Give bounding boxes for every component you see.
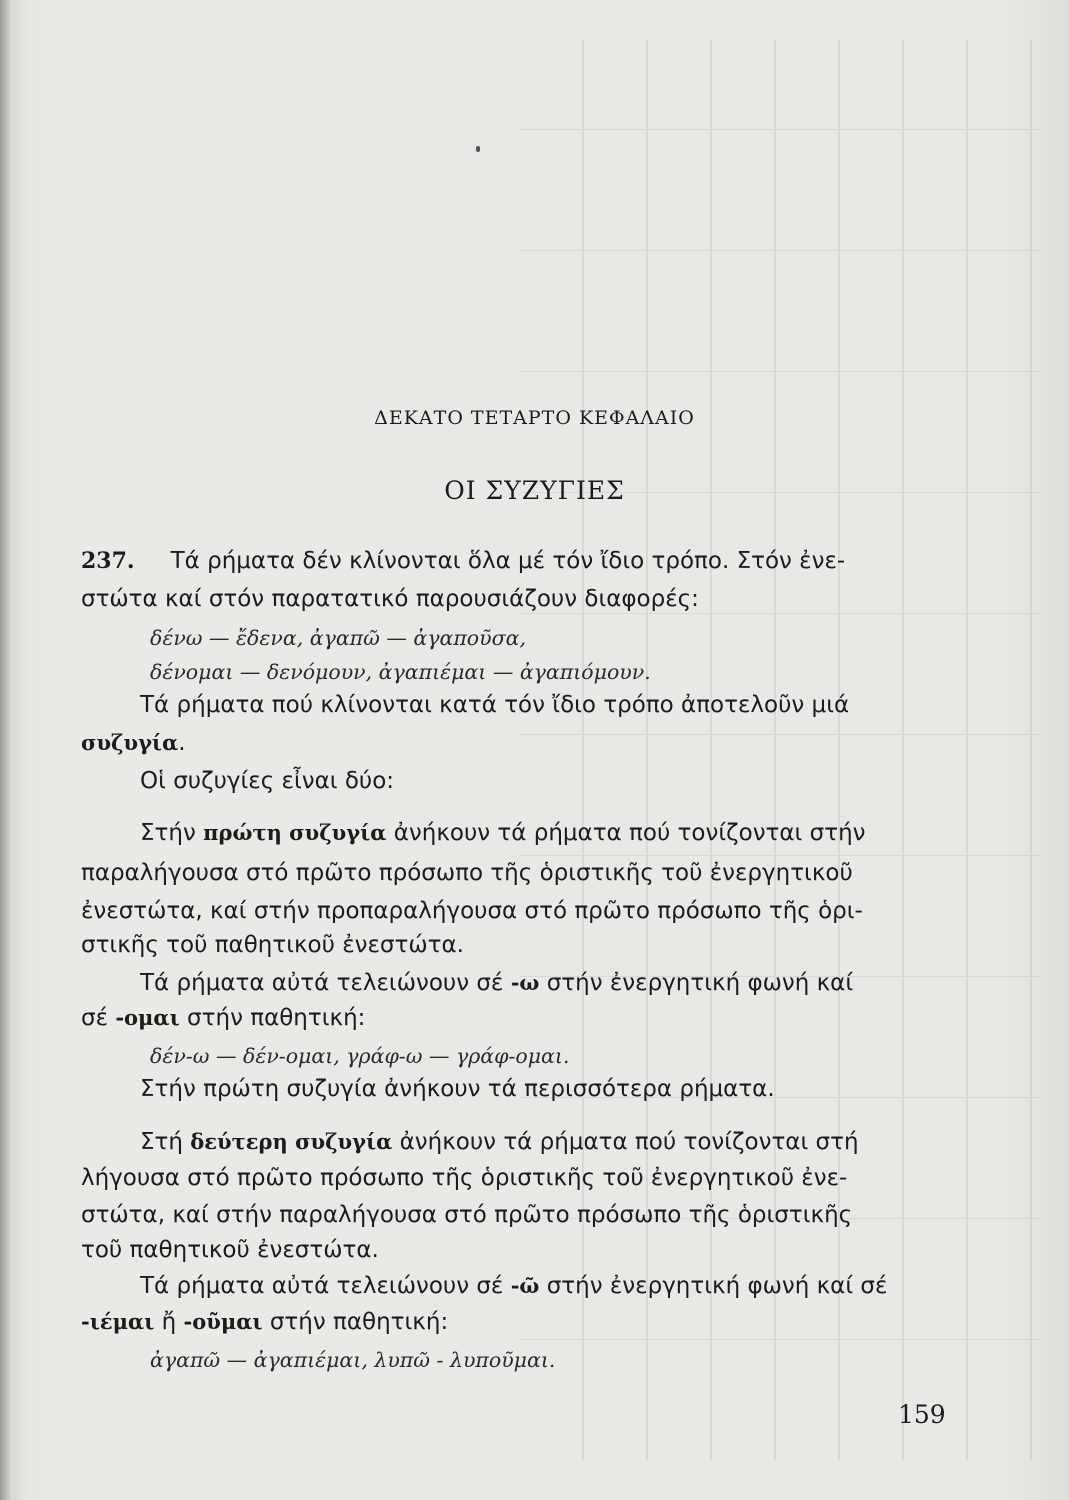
ending-omega-circumflex: -ῶ [510, 1273, 540, 1298]
page-number: 159 [898, 1400, 946, 1429]
text-line-13: Στή δεύτερη συζυγία ἀνήκουν τά ρήματα πού τονίζονται στή [140, 1129, 859, 1155]
section-title: ΟΙ ΣΥΖΥΓΙΕΣ [444, 476, 625, 505]
text-line-16: τοῦ παθητικοῦ ἐνεστώτα. [81, 1237, 379, 1263]
page-gutter-shadow [0, 0, 10, 1500]
ending-omai: -ομαι [115, 1005, 180, 1030]
ending-iemai: -ιέμαι [81, 1309, 155, 1334]
text-line-1: 237. Τά ρήματα δέν κλίνονται ὅλα μέ τόν ἴδιο τρόπο. Στόν ἐνε- [81, 548, 846, 574]
text-line-6: Στήν πρώτη συζυγία ἀνήκουν τά ρήματα πού τονίζονται στήν [140, 820, 866, 846]
term-second-conjugation: δεύτερη συζυγία [190, 1129, 393, 1154]
example-line-3: δέν-ω — δέν-ομαι, γράφ-ω — γράφ-ομαι. [150, 1044, 570, 1068]
text-line-17: Τά ρήματα αὐτά τελειώνουν σέ -ῶ στήν ἐνεργητική φωνή καί σέ [140, 1273, 888, 1299]
text-line-3: Τά ρήματα πού κλίνονται κατά τόν ἴδιο τρόπο ἀποτελοῦν μιά [140, 692, 850, 718]
ink-speck [476, 146, 480, 152]
text-line-4: συζυγία. [81, 730, 186, 756]
term-syzygia: συζυγία [81, 730, 179, 755]
ending-omega: -ω [510, 970, 540, 995]
text-line-10: Τά ρήματα αὐτά τελειώνουν σέ -ω στήν ἐνεργητική φωνή καί [140, 970, 854, 996]
text-line-5: Οἱ συζυγίες εἶναι δύο: [140, 768, 395, 794]
text-line-15: στώτα, καί στήν παραλήγουσα στό πρῶτο πρόσωπο τῆς ὁριστικῆς [81, 1202, 853, 1228]
text-line-9: στικῆς τοῦ παθητικοῦ ἐνεστώτα. [81, 932, 464, 958]
term-first-conjugation: πρώτη συζυγία [203, 820, 387, 845]
text-line-14: λήγουσα στό πρῶτο πρόσωπο τῆς ὁριστικῆς τοῦ ἐνεργητικοῦ ἐνε- [81, 1165, 848, 1191]
text-line-11: σέ -ομαι στήν παθητική: [81, 1005, 366, 1031]
ending-oumai: -οῦμαι [183, 1309, 263, 1334]
text-line-2: στώτα καί στόν παρατατικό παρουσιάζουν διαφορές: [81, 586, 699, 612]
example-line-1: δένω — ἔδενα, ἀγαπῶ — ἀγαποῦσα, [150, 626, 526, 650]
text-line-12: Στήν πρώτη συζυγία ἀνήκουν τά περισσότερα ρήματα. [140, 1076, 775, 1102]
chapter-heading: ΔΕΚΑΤΟ ΤΕΤΑΡΤΟ ΚΕΦΑΛΑΙΟ [374, 407, 695, 429]
text-line-18: -ιέμαι ἤ -οῦμαι στήν παθητική: [81, 1309, 449, 1335]
example-line-4: ἀγαπῶ — ἀγαπιέμαι, λυπῶ - λυποῦμαι. [150, 1348, 556, 1372]
show-through-texture [520, 40, 1040, 1460]
text-line-7: παραλήγουσα στό πρῶτο πρόσωπο τῆς ὁριστικῆς τοῦ ἐνεργητικοῦ [81, 860, 853, 886]
text-line-8: ἐνεστώτα, καί στήν προπαραλήγουσα στό πρῶτο πρόσωπο τῆς ὁρι- [81, 898, 863, 924]
example-line-2: δένομαι — δενόμουν, ἀγαπιέμαι — ἀγαπιόμουν. [150, 660, 651, 684]
paragraph-number: 237. [81, 548, 135, 574]
